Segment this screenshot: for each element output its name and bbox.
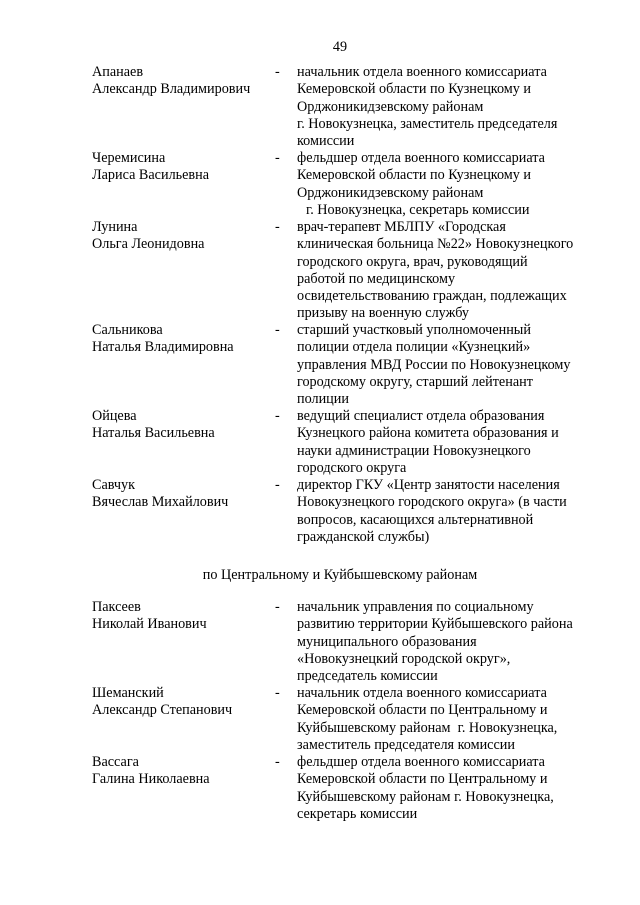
member-given-names: Вячеслав Михайлович: [92, 494, 229, 511]
member-given-names: Галина Николаевна: [92, 771, 210, 788]
role-line: г. Новокузнецка, заместитель председателя: [297, 115, 558, 132]
member-given-names: Александр Степанович: [92, 702, 233, 719]
role-line: Орджоникидзевскому районам: [297, 98, 484, 115]
dash-separator: -: [275, 150, 280, 166]
member-surname: Лунина: [92, 219, 138, 235]
page-number: 49: [332, 39, 348, 55]
member-role: [297, 685, 607, 754]
member-surname: Шеманский: [92, 685, 164, 701]
dash-separator: -: [275, 408, 280, 424]
role-line: врач-терапевт МБЛПУ «Городская: [297, 219, 506, 235]
dash-separator: -: [275, 599, 280, 615]
member-given-names: Николай Иванович: [92, 616, 207, 633]
role-line: клиническая больница №22» Новокузнецкого: [297, 236, 574, 253]
dash-separator: -: [275, 219, 280, 235]
member-role: [297, 150, 607, 219]
dash-separator: -: [275, 477, 280, 493]
dash-separator: -: [275, 322, 280, 338]
role-line: Кемеровской области по Кузнецкому и: [297, 81, 531, 98]
member-name: [92, 408, 277, 443]
member-surname: Вассага: [92, 754, 139, 770]
role-line: «Новокузнецкий городской округ»,: [297, 650, 511, 667]
role-line: директор ГКУ «Центр занятости населения: [297, 477, 560, 493]
member-role: [297, 599, 607, 685]
role-line: науки администрации Новокузнецкого: [297, 442, 531, 459]
role-line: Куйбышевскому районам г. Новокузнецка,: [297, 719, 558, 736]
role-line: работой по медицинскому: [297, 270, 456, 287]
member-given-names: Наталья Владимировна: [92, 339, 234, 356]
role-line: управления МВД России по Новокузнецкому: [297, 356, 571, 373]
role-line: призыву на военную службу: [297, 305, 469, 322]
member-name: [92, 477, 277, 512]
member-name: [92, 150, 277, 185]
dash-separator: -: [275, 754, 280, 770]
role-line: городскому округу, старший лейтенант: [297, 373, 533, 390]
role-line: полиции отдела полиции «Кузнецкий»: [297, 339, 531, 356]
member-name: [92, 322, 277, 357]
role-line: Кузнецкого района комитета образования и: [297, 425, 559, 442]
member-given-names: Александр Владимирович: [92, 81, 251, 98]
role-line: Куйбышевскому районам г. Новокузнецка,: [297, 788, 554, 805]
role-line: Новокузнецкого городского округа» (в части: [297, 494, 567, 511]
role-line: гражданской службы): [297, 528, 430, 545]
member-surname: Сальникова: [92, 322, 163, 338]
role-line: фельдшер отдела военного комиссариата: [297, 754, 545, 770]
role-line: секретарь комиссии: [297, 805, 418, 822]
member-given-names: Ольга Леонидовна: [92, 236, 205, 253]
role-line: развитию территории Куйбышевского района: [297, 616, 573, 633]
role-line: Кемеровской области по Центральному и: [297, 702, 548, 719]
role-line: начальник отдела военного комиссариата: [297, 685, 547, 701]
role-line: начальник управления по социальному: [297, 599, 534, 615]
member-role: [297, 408, 607, 477]
role-line: полиции: [297, 391, 349, 408]
role-line: городского округа, врач, руководящий: [297, 253, 528, 270]
role-line: ведущий специалист отдела образования: [297, 408, 545, 424]
dash-separator: -: [275, 685, 280, 701]
member-role: [297, 219, 607, 323]
role-line: г. Новокузнецка, секретарь комиссии: [306, 201, 530, 218]
member-given-names: Лариса Васильевна: [92, 167, 210, 184]
member-role: [297, 477, 607, 546]
role-line: вопросов, касающихся альтернативной: [297, 511, 534, 528]
section-heading: по Центральному и Куйбышевскому районам: [202, 567, 478, 583]
role-line: фельдшер отдела военного комиссариата: [297, 150, 545, 166]
role-line: Кемеровской области по Центральному и: [297, 771, 548, 788]
role-line: Орджоникидзевскому районам: [297, 184, 484, 201]
role-line: старший участковый уполномоченный: [297, 322, 531, 338]
member-given-names: Наталья Васильевна: [92, 425, 215, 442]
dash-separator: -: [275, 64, 280, 80]
member-surname: Черемисина: [92, 150, 166, 166]
role-line: заместитель председателя комиссии: [297, 736, 515, 753]
member-role: [297, 64, 607, 150]
role-line: председатель комиссии: [297, 668, 438, 685]
member-surname: Ойцева: [92, 408, 137, 424]
member-name: [92, 754, 277, 789]
role-line: муниципального образования: [297, 633, 477, 650]
role-line: Кемеровской области по Кузнецкому и: [297, 167, 531, 184]
role-line: начальник отдела военного комиссариата: [297, 64, 547, 80]
member-role: [297, 754, 607, 823]
role-line: освидетельствованию граждан, подлежащих: [297, 288, 567, 305]
member-name: [92, 599, 277, 634]
member-name: [92, 219, 277, 254]
member-surname: Апанаев: [92, 64, 144, 80]
member-role: [297, 322, 607, 408]
member-surname: Паксеев: [92, 599, 141, 615]
role-line: городского округа: [297, 459, 407, 476]
role-line: комиссии: [297, 133, 355, 150]
member-name: [92, 685, 277, 720]
member-surname: Савчук: [92, 477, 136, 493]
member-name: [92, 64, 277, 99]
